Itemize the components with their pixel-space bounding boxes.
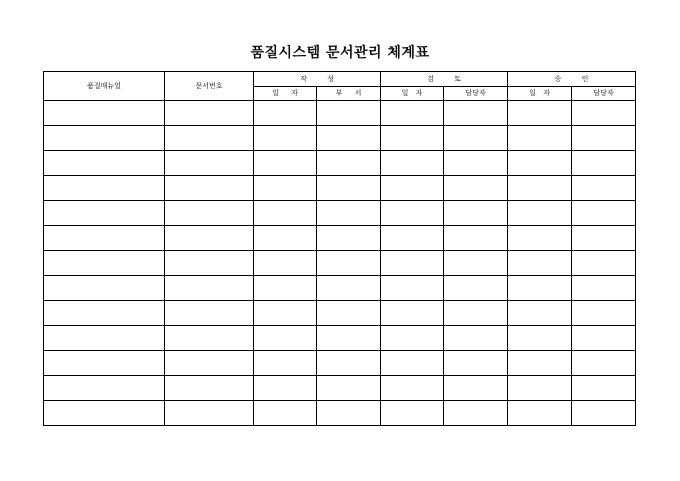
reviewed-date-cell [381,351,444,376]
manual-cell [44,276,165,301]
prepared-dept-cell [317,101,381,126]
document-title: 품질시스템 문서관리 체계표 [250,45,430,61]
prepared-date-cell [254,276,317,301]
doc-number-cell [165,101,254,126]
approved-person-cell [572,351,636,376]
doc-number-cell [165,151,254,176]
reviewed-date-cell [381,151,444,176]
table-row [44,276,636,301]
reviewed-date-cell [381,176,444,201]
doc-number-cell [165,276,254,301]
doc-number-cell [165,351,254,376]
doc-number-cell [165,226,254,251]
header-approved-person: 담당자 [572,87,636,101]
reviewed-date-cell [381,226,444,251]
manual-cell [44,326,165,351]
approved-person-cell [572,326,636,351]
approved-date-cell [508,201,572,226]
approved-person-cell [572,176,636,201]
header-approved: 승 인 [508,72,636,87]
reviewed-person-cell [444,251,508,276]
table-row [44,401,636,426]
reviewed-date-cell [381,376,444,401]
reviewed-person-cell [444,351,508,376]
approved-person-cell [572,101,636,126]
reviewed-date-cell [381,301,444,326]
approved-person-cell [572,226,636,251]
approved-date-cell [508,276,572,301]
manual-cell [44,351,165,376]
manual-cell [44,151,165,176]
prepared-dept-cell [317,201,381,226]
reviewed-date-cell [381,101,444,126]
header-reviewed: 검 토 [381,72,508,87]
manual-cell [44,176,165,201]
prepared-date-cell [254,376,317,401]
table-row [44,201,636,226]
prepared-date-cell [254,351,317,376]
prepared-dept-cell [317,151,381,176]
reviewed-person-cell [444,301,508,326]
table-row [44,126,636,151]
doc-number-cell [165,376,254,401]
header-quality-manual: 품질매뉴얼 [44,72,165,101]
approved-person-cell [572,276,636,301]
reviewed-person-cell [444,226,508,251]
table-row [44,301,636,326]
table-row [44,351,636,376]
prepared-dept-cell [317,276,381,301]
prepared-date-cell [254,301,317,326]
manual-cell [44,226,165,251]
reviewed-person-cell [444,126,508,151]
table-row [44,176,636,201]
approved-date-cell [508,226,572,251]
header-document-number: 문서번호 [165,72,254,101]
approved-person-cell [572,126,636,151]
prepared-date-cell [254,176,317,201]
reviewed-date-cell [381,276,444,301]
approved-person-cell [572,301,636,326]
table-row [44,151,636,176]
prepared-date-cell [254,401,317,426]
approved-date-cell [508,326,572,351]
approved-date-cell [508,126,572,151]
prepared-dept-cell [317,126,381,151]
approved-date-cell [508,351,572,376]
approved-date-cell [508,401,572,426]
header-prepared: 작 성 [254,72,381,87]
prepared-dept-cell [317,251,381,276]
approved-person-cell [572,376,636,401]
prepared-dept-cell [317,176,381,201]
document-control-table [43,71,636,426]
approved-date-cell [508,101,572,126]
reviewed-date-cell [381,126,444,151]
manual-cell [44,126,165,151]
prepared-date-cell [254,101,317,126]
reviewed-date-cell [381,401,444,426]
reviewed-person-cell [444,376,508,401]
prepared-dept-cell [317,301,381,326]
approved-date-cell [508,176,572,201]
doc-number-cell [165,301,254,326]
header-prepared-dept: 부 서 [317,87,381,101]
header-prepared-date: 일 자 [254,87,317,101]
approved-person-cell [572,401,636,426]
doc-number-cell [165,201,254,226]
doc-number-cell [165,251,254,276]
approved-date-cell [508,301,572,326]
reviewed-person-cell [444,276,508,301]
header-reviewed-date: 일 자 [381,87,444,101]
table-row [44,101,636,126]
header-approved-date: 일 자 [508,87,572,101]
prepared-dept-cell [317,376,381,401]
reviewed-date-cell [381,251,444,276]
header-reviewed-person: 담당자 [444,87,508,101]
manual-cell [44,201,165,226]
approved-date-cell [508,151,572,176]
manual-cell [44,101,165,126]
reviewed-person-cell [444,326,508,351]
doc-number-cell [165,326,254,351]
manual-cell [44,301,165,326]
reviewed-person-cell [444,176,508,201]
approved-person-cell [572,201,636,226]
reviewed-person-cell [444,101,508,126]
approved-person-cell [572,151,636,176]
prepared-date-cell [254,126,317,151]
table-row [44,251,636,276]
prepared-date-cell [254,251,317,276]
reviewed-person-cell [444,401,508,426]
prepared-dept-cell [317,326,381,351]
prepared-dept-cell [317,226,381,251]
doc-number-cell [165,126,254,151]
approved-date-cell [508,251,572,276]
table-row [44,376,636,401]
reviewed-person-cell [444,151,508,176]
manual-cell [44,376,165,401]
approved-date-cell [508,376,572,401]
prepared-date-cell [254,201,317,226]
reviewed-person-cell [444,201,508,226]
reviewed-date-cell [381,201,444,226]
table-row [44,226,636,251]
manual-cell [44,251,165,276]
prepared-dept-cell [317,401,381,426]
reviewed-date-cell [381,326,444,351]
prepared-dept-cell [317,351,381,376]
manual-cell [44,401,165,426]
approved-person-cell [572,251,636,276]
table-row [44,326,636,351]
prepared-date-cell [254,326,317,351]
prepared-date-cell [254,151,317,176]
prepared-date-cell [254,226,317,251]
doc-number-cell [165,176,254,201]
doc-number-cell [165,401,254,426]
